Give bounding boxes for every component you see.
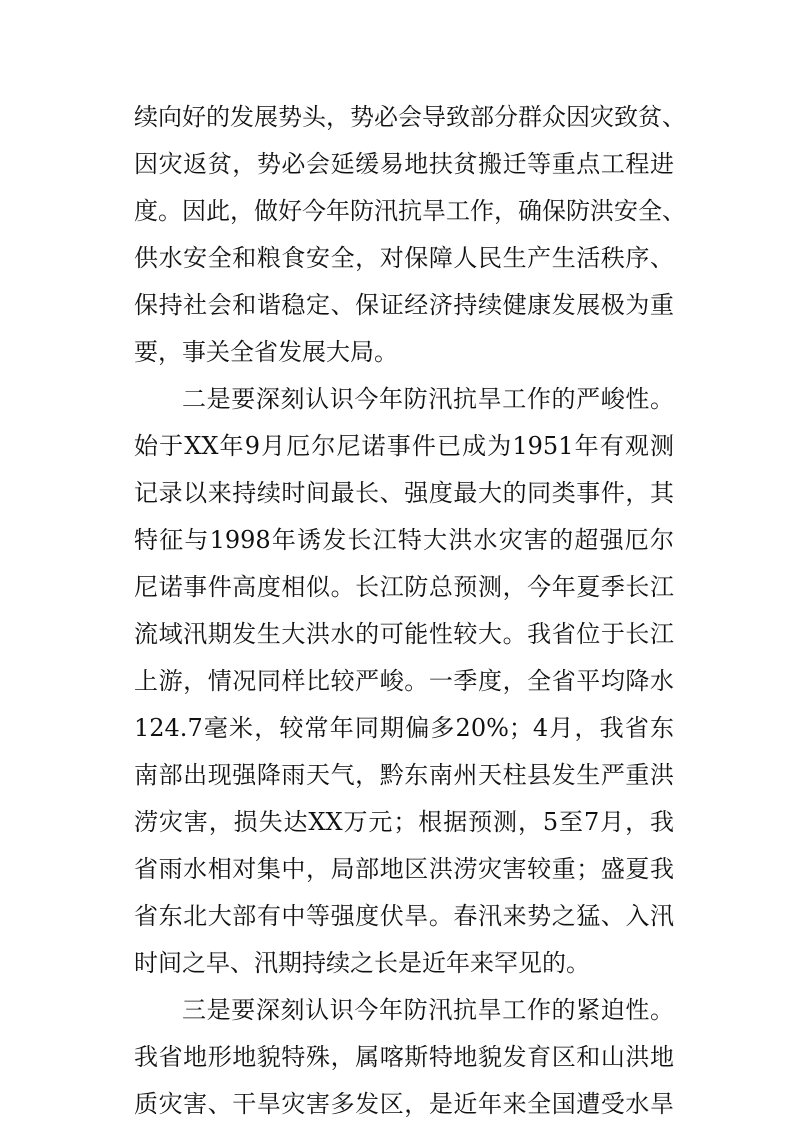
text-line: 度。因此，做好今年防汛抗旱工作，确保防洪安全、 <box>134 197 686 225</box>
text-line: 质灾害、干旱灾害多发区，是近年来全国遭受水旱 <box>134 1090 674 1118</box>
text-line: 尼诺事件高度相似。长江防总预测，今年夏季长江 <box>134 573 674 601</box>
text-line: 124.7毫米，较常年同期偏多20%；4月，我省东 <box>134 714 674 742</box>
text-line: 我省地形地貌特殊，属喀斯特地貌发育区和山洪地 <box>134 1043 674 1071</box>
text-line: 时间之早、汛期持续之长是近年来罕见的。 <box>134 949 590 977</box>
text-line: 供水安全和粮食安全，对保障人民生产生活秩序、 <box>134 244 674 272</box>
text-line: 省东北大部有中等强度伏旱。春汛来势之猛、入汛 <box>134 902 674 930</box>
text-line: 续向好的发展势头，势必会导致部分群众因灾致贫、 <box>134 103 686 131</box>
text-line: 涝灾害，损失达XX万元；根据预测，5至7月，我 <box>134 808 674 836</box>
paragraph-heading-3: 三是要深刻认识今年防汛抗旱工作的紧迫性。 <box>182 996 674 1024</box>
text-line: 记录以来持续时间最长、强度最大的同类事件，其 <box>134 479 674 507</box>
text-line: 南部出现强降雨天气，黔东南州天柱县发生严重洪 <box>134 761 674 789</box>
text-line: 特征与1998年诱发长江特大洪水灾害的超强厄尔 <box>134 526 674 554</box>
text-line: 始于XX年9月厄尔尼诺事件已成为1951年有观测 <box>134 432 674 460</box>
text-line: 上游，情况同样比较严峻。一季度，全省平均降水 <box>134 667 674 695</box>
text-line: 保持社会和谐稳定、保证经济持续健康发展极为重 <box>134 291 674 319</box>
paragraph-heading-2: 二是要深刻认识今年防汛抗旱工作的严峻性。 <box>182 385 674 413</box>
text-line: 要，事关全省发展大局。 <box>134 338 398 366</box>
text-line: 省雨水相对集中，局部地区洪涝灾害较重；盛夏我 <box>134 855 674 883</box>
text-line: 因灾返贫，势必会延缓易地扶贫搬迁等重点工程进 <box>134 150 674 178</box>
text-line: 流域汛期发生大洪水的可能性较大。我省位于长江 <box>134 620 674 648</box>
